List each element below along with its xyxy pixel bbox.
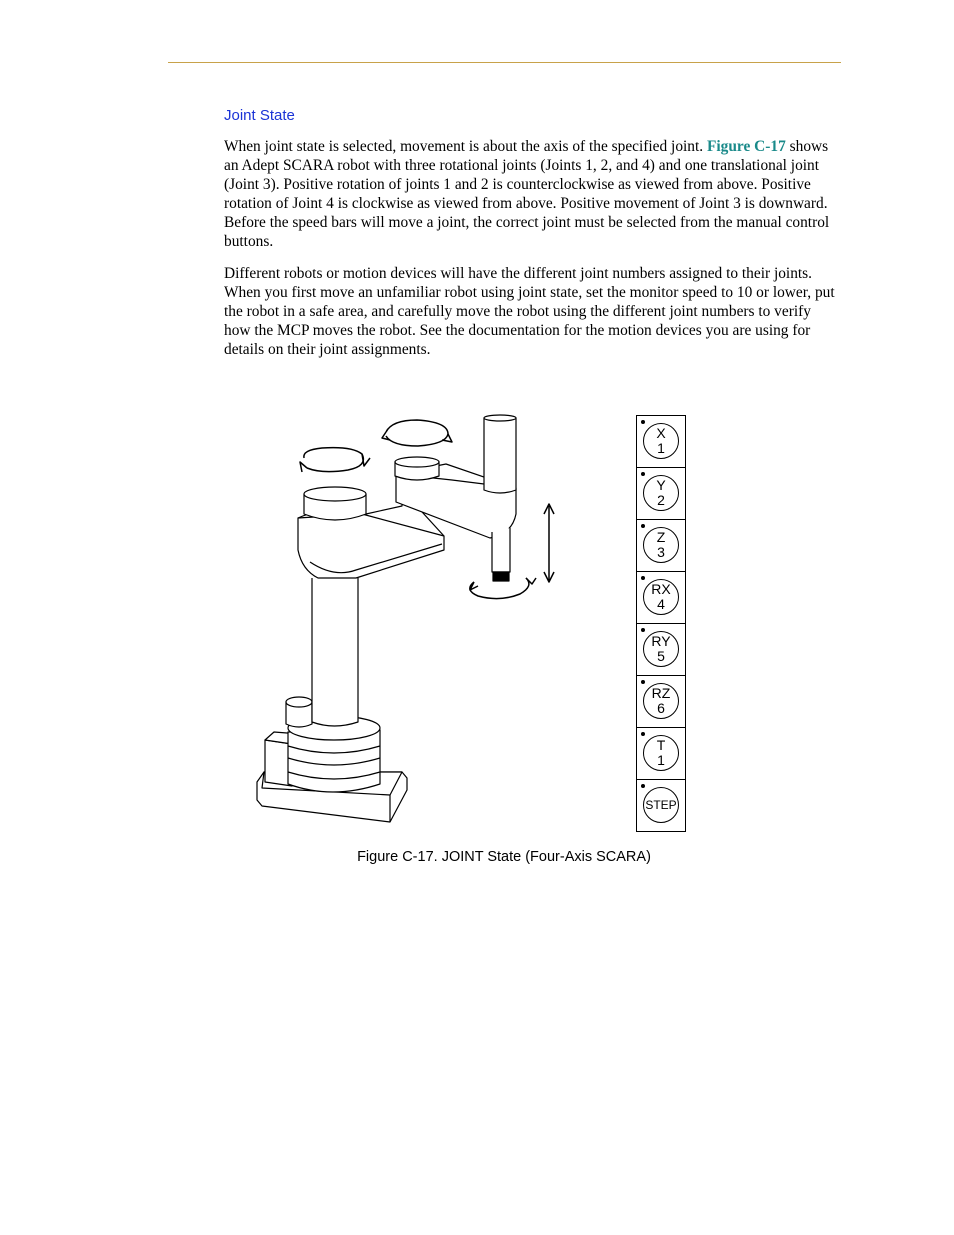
manual-control-panel (636, 415, 686, 832)
scara-robot-illustration (252, 410, 572, 825)
led-indicator (641, 732, 645, 736)
section-heading: Joint State (224, 107, 295, 124)
paragraph-text: shows an Adept SCARA robot with three rotational joints (Joints 1, 2, and 4) and one translational joint (Joint 3). Positive rotation of joints 1 and 2 is counterclockwise as viewed from above. Positive rotation of Joint 4 is clockwise as viewed from above. Positive movement of Joint 3 is downward. Before the speed bars will move a joint, the correct joint must be selected from the manual control buttons. (224, 138, 830, 250)
joint-1-button[interactable]: X 1 (643, 423, 679, 459)
key-rz6[interactable] (637, 676, 685, 728)
paragraph-text: When joint state is selected, movement is about the axis of the specified joint. (224, 138, 707, 155)
paragraph-joint-numbers: Different robots or motion devices will have the different joint numbers assigned to their joints. When you first move an unfamiliar robot using joint state, set the monitor speed to 10 or lower, put the robot in a safe area, and carefully move the robot using the different joint numbers to verify how the MCP moves the robot. See the documentation for the motion devices you are using for details on their joint assignments. (224, 265, 835, 358)
led-indicator (641, 680, 645, 684)
led-indicator (641, 472, 645, 476)
paragraph-joint-state (224, 137, 840, 251)
led-indicator (641, 784, 645, 788)
key-rx4[interactable] (637, 572, 685, 624)
led-indicator (641, 420, 645, 424)
led-indicator (641, 524, 645, 528)
key-ry5[interactable] (637, 624, 685, 676)
tool-1-button[interactable]: T 1 (643, 735, 679, 771)
joint-3-button[interactable]: Z 3 (643, 527, 679, 563)
figure-reference-link[interactable]: Figure C-17 (706, 138, 786, 155)
header-rule (168, 62, 841, 63)
joint-4-button[interactable]: RX 4 (643, 579, 679, 615)
key-step[interactable] (637, 780, 685, 832)
key-z3[interactable] (637, 520, 685, 572)
led-indicator (641, 576, 645, 580)
step-button[interactable]: STEP (643, 787, 679, 823)
joint-6-button[interactable]: RZ 6 (643, 683, 679, 719)
figure-caption: Figure C-17. JOINT State (Four-Axis SCARA) (357, 849, 651, 865)
joint-5-button[interactable]: RY 5 (643, 631, 679, 667)
key-t1[interactable] (637, 728, 685, 780)
key-y2[interactable] (637, 468, 685, 520)
led-indicator (641, 628, 645, 632)
key-x1[interactable] (637, 416, 685, 468)
joint-2-button[interactable]: Y 2 (643, 475, 679, 511)
